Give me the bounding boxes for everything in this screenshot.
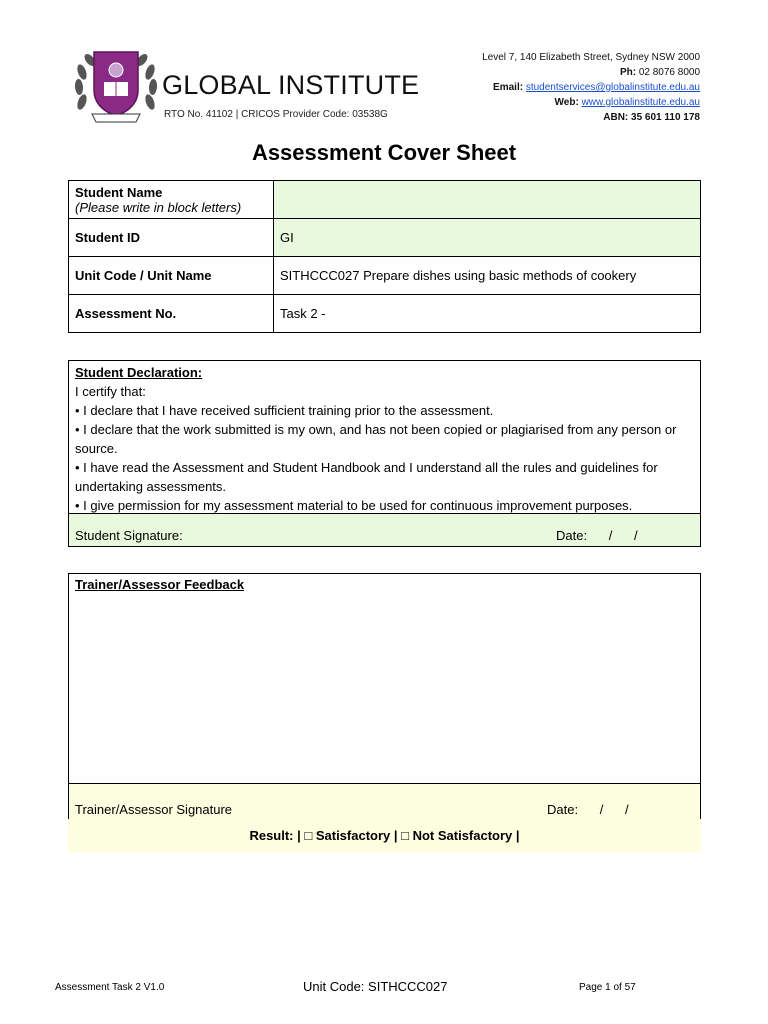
abn-line: ABN: 35 601 110 178 <box>603 112 700 123</box>
table-row <box>69 257 701 295</box>
student-info-table <box>68 180 701 333</box>
page-title: Assessment Cover Sheet <box>251 140 517 165</box>
footer-page-number: Page 1 of 57 <box>579 982 636 993</box>
trainer-signature-label: Trainer/Assessor Signature <box>75 802 233 817</box>
table-row <box>69 295 701 333</box>
trainer-signature-row[interactable] <box>69 783 700 819</box>
declaration-bullet: • I give permission for my assessment material to be used for continuous improvement purposes. <box>75 498 633 513</box>
email-link[interactable]: studentservices@globalinstitute.edu.au <box>525 82 700 93</box>
student-signature-row[interactable] <box>69 513 700 546</box>
table-row <box>69 181 701 219</box>
contact-block <box>482 50 700 125</box>
abn-value: 35 601 110 178 <box>631 112 700 123</box>
web-line: Web: www.globalinstitute.edu.au <box>554 97 700 108</box>
institute-logo <box>70 42 420 126</box>
declaration-bullet: • I declare that the work submitted is my own, and has not been copied or plagiarised from any person or source. <box>75 422 677 456</box>
student-declaration-box <box>68 360 701 547</box>
unit-value: SITHCCC027 Prepare dishes using basic methods of cookery <box>274 257 701 295</box>
declaration-bullet: • I declare that I have received sufficient training prior to the assessment. <box>75 403 494 418</box>
trainer-date-field[interactable]: Date: / / <box>547 802 629 817</box>
declaration-bullet: • I have read the Assessment and Student Handbook and I understand all the rules and guidelines for undertaking assessments. <box>75 460 658 494</box>
crest-icon <box>70 42 162 126</box>
student-name-hint: (Please write in block letters) <box>75 199 242 215</box>
student-date-field[interactable]: Date: / / <box>556 528 638 543</box>
registration-numbers: RTO No. 41102 | CRICOS Provider Code: 03538G <box>164 109 388 120</box>
institute-name: GLOBAL INSTITUTE <box>162 70 420 100</box>
result-row[interactable]: Result: | □ Satisfactory | □ Not Satisfactory | <box>68 819 701 852</box>
footer-version: Assessment Task 2 V1.0 <box>55 982 165 993</box>
table-row <box>69 219 701 257</box>
phone-line: Ph: 02 8076 8000 <box>619 67 700 78</box>
address: Level 7, 140 Elizabeth Street, Sydney NSW 2000 <box>482 52 700 63</box>
declaration-heading: Student Declaration: <box>75 365 203 380</box>
declaration-intro: I certify that: <box>75 384 146 399</box>
trainer-feedback-box[interactable] <box>68 573 701 820</box>
email-line: Email: studentservices@globalinstitute.edu.au <box>493 82 700 93</box>
student-name-field[interactable] <box>274 181 701 219</box>
web-link[interactable]: www.globalinstitute.edu.au <box>581 97 700 108</box>
student-signature-label: Student Signature: <box>75 528 183 543</box>
unit-label: Unit Code / Unit Name <box>69 257 274 295</box>
assessment-no-label: Assessment No. <box>69 295 274 333</box>
student-id-field[interactable]: GI <box>274 219 701 257</box>
footer-unit-code: Unit Code: SITHCCC027 <box>303 979 448 994</box>
phone-value: 02 8076 8000 <box>638 67 700 78</box>
student-name-label-cell: Student Name (Please write in block letters) <box>69 181 274 219</box>
assessment-no-field[interactable]: Task 2 - <box>274 295 701 333</box>
feedback-heading: Trainer/Assessor Feedback <box>75 577 245 592</box>
student-id-label: Student ID <box>69 219 274 257</box>
